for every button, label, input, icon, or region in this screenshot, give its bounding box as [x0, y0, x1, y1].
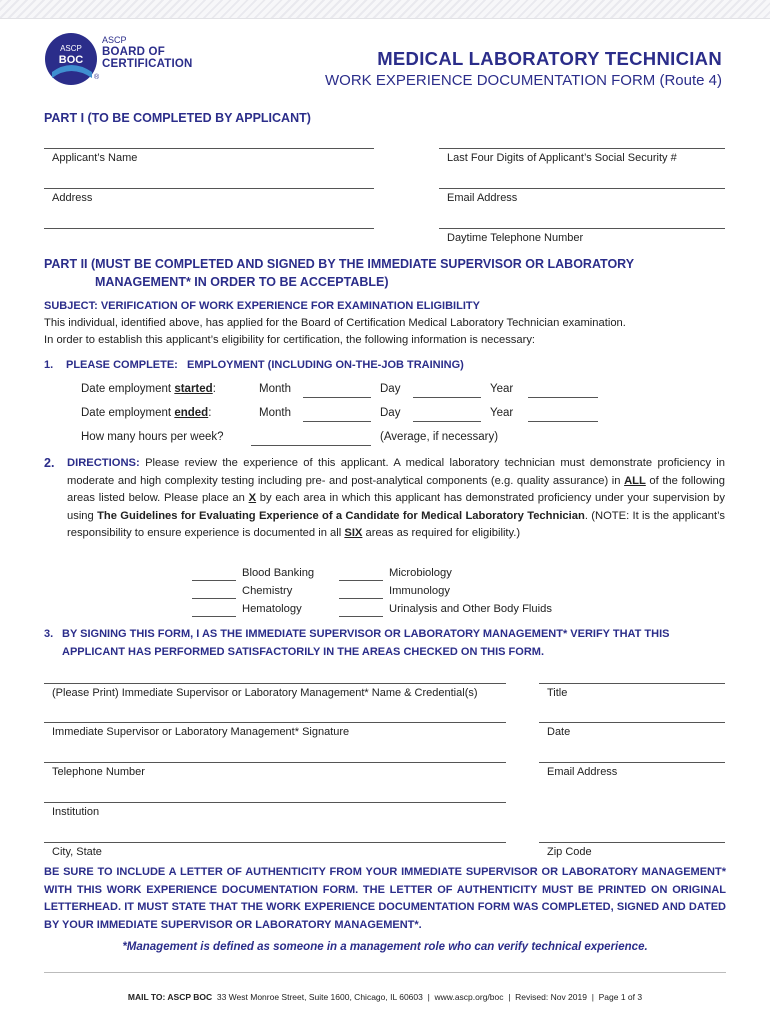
city-state-label: City, State [52, 846, 102, 858]
ended-day-field[interactable] [413, 421, 481, 422]
item3-line2: APPLICANT HAS PERFORMED SATISFACTORILY IN THE AREAS CHECKED ON THIS FORM. [62, 646, 544, 658]
hours-label: How many hours per week? [81, 431, 224, 443]
started-year-field[interactable] [528, 397, 598, 398]
logo-boc-text: BOC [58, 54, 84, 66]
area-hematology: Hematology [242, 603, 302, 615]
supervisor-title-label: Title [547, 687, 568, 699]
directions-label: DIRECTIONS: [67, 457, 140, 469]
supervisor-signature-label: Immediate Supervisor or Laboratory Management* Signature [52, 726, 350, 738]
area-blood-banking: Blood Banking [242, 567, 315, 579]
directions-guidelines: The Guidelines for Evaluating Experience of a Candidate for Medical Laboratory Technician [97, 509, 585, 522]
directions-text-4: . (NOTE: It is the applicant’s responsibility to ensure experience is documented in all [67, 509, 725, 540]
item1-heading: PLEASE COMPLETE: EMPLOYMENT (INCLUDING ON-THE-JOB TRAINING) [66, 359, 464, 371]
logo-wordmark-board: BOARD OF [102, 46, 165, 58]
directions-text-1: Please review the experience of this applicant. A medical laboratory technician must demonstrate proficiency in moderate and high complexity testing including pre- and post-analytical components (e.g. quality assurance) in [67, 457, 725, 487]
directions-text-5: areas as required for eligibility.) [362, 527, 521, 540]
started-month-field[interactable] [303, 397, 371, 398]
supervisor-title-line[interactable] [539, 683, 725, 684]
supervisor-email-label: Email Address [547, 766, 618, 778]
area-urinalysis: Urinalysis and Other Body Fluids [389, 603, 552, 615]
supervisor-phone-line[interactable] [44, 762, 506, 763]
started-label-prefix: Date employment [81, 383, 175, 395]
logo-seal-icon [44, 32, 98, 86]
address-line-2[interactable] [44, 228, 374, 229]
institution-label: Institution [52, 806, 100, 818]
directions-x: X [248, 492, 257, 505]
supervisor-phone-label: Telephone Number [52, 766, 145, 778]
ended-day-label: Day [380, 407, 401, 419]
logo-wordmark [102, 36, 193, 70]
footer [0, 992, 770, 1002]
started-colon: : [212, 383, 216, 395]
ended-label-prefix: Date employment [81, 407, 175, 419]
email-label: Email Address [447, 192, 518, 204]
immunology-checkbox-line[interactable] [339, 598, 383, 599]
started-word: started [174, 383, 213, 395]
area-chemistry: Chemistry [242, 585, 293, 597]
directions-text-3: by each area in which this applicant has demonstrated proficiency under your supervision by using [67, 492, 725, 522]
intro-line1: This individual, identified above, has applied for the Board of Certification Medical Laboratory Technician examination. [44, 317, 626, 329]
directions-all: ALL [624, 474, 646, 487]
logo-wordmark-ascp: ASCP [102, 35, 127, 45]
ended-year-label: Year [490, 407, 514, 419]
ended-month-label: Month [259, 407, 291, 419]
top-toolbar-strip [0, 0, 770, 19]
supervisor-signature-line[interactable] [44, 722, 506, 723]
intro-line2: In order to establish this applicant’s eligibility for certification, the following information is necessary: [44, 334, 536, 346]
logo-ascp-text: ASCP [60, 44, 82, 53]
ended-colon: : [208, 407, 212, 419]
logo-wordmark-cert: CERTIFICATION [102, 57, 193, 70]
started-year-label: Year [490, 383, 514, 395]
item2-number: 2. [44, 456, 55, 470]
ended-month-field[interactable] [303, 421, 371, 422]
supervisor-date-label: Date [547, 726, 571, 738]
form-subtitle: WORK EXPERIENCE DOCUMENTATION FORM (Route 4) [325, 72, 722, 89]
address-line[interactable] [44, 188, 374, 189]
zip-label: Zip Code [547, 846, 592, 858]
directions-text-2: of the following areas listed below. Please place an [67, 474, 725, 505]
part2-heading-line1: PART II (MUST BE COMPLETED AND SIGNED BY THE IMMEDIATE SUPERVISOR OR LABORATORY [44, 257, 635, 271]
started-day-field[interactable] [413, 397, 481, 398]
chemistry-checkbox-line[interactable] [192, 598, 236, 599]
form-title: MEDICAL LABORATORY TECHNICIAN [377, 48, 722, 69]
phone-line[interactable] [439, 228, 725, 229]
footer-address: 33 West Monroe Street, Suite 1600, Chicago, IL 60603 | www.ascp.org/boc | Revised: Nov 2019 | Page 1 of 3 [212, 992, 643, 1002]
part2-heading-line2: MANAGEMENT* IN ORDER TO BE ACCEPTABLE) [95, 275, 389, 289]
address-label: Address [52, 192, 93, 204]
ended-year-field[interactable] [528, 421, 598, 422]
letter-of-authenticity-notice: BE SURE TO INCLUDE A LETTER OF AUTHENTICITY FROM YOUR IMMEDIATE SUPERVISOR OR LABORATORY MANAGEMENT* WITH THIS WORK EXPERIENCE DOCUMENTATION FORM. THE LETTER OF AUTHENTICITY MUST BE PRINTED ON ORIGINAL LETTERHEAD. IT MUST STATE THAT THE WORK EXPERIENCE DOCUMENTATION FORM WAS COMPLETED, SIGNED AND DATED BY YOUR IMMEDIATE SUPERVISOR OR LABORATORY MANAGEMENT*. [44, 866, 726, 931]
ascp-boc-logo [44, 32, 204, 86]
management-definition: *Management is defined as someone in a management role who can verify technical experience. [122, 941, 648, 953]
employment-started-row [81, 383, 216, 395]
item3-line1: BY SIGNING THIS FORM, I AS THE IMMEDIATE SUPERVISOR OR LABORATORY MANAGEMENT* VERIFY THAT THIS [62, 628, 670, 640]
blood-banking-checkbox-line[interactable] [192, 580, 236, 581]
microbiology-checkbox-line[interactable] [339, 580, 383, 581]
zip-line[interactable] [539, 842, 725, 843]
part1-heading: PART I (TO BE COMPLETED BY APPLICANT) [44, 111, 311, 125]
ssn-line[interactable] [439, 148, 725, 149]
item1-number: 1. [44, 359, 54, 371]
started-month-label: Month [259, 383, 291, 395]
supervisor-date-line[interactable] [539, 722, 725, 723]
hours-field[interactable] [251, 445, 371, 446]
applicant-name-line[interactable] [44, 148, 374, 149]
subject-line: SUBJECT: VERIFICATION OF WORK EXPERIENCE FOR EXAMINATION ELIGIBILITY [44, 300, 480, 312]
started-day-label: Day [380, 383, 401, 395]
hematology-checkbox-line[interactable] [192, 616, 236, 617]
employment-ended-row [81, 407, 211, 419]
urinalysis-checkbox-line[interactable] [339, 616, 383, 617]
email-line[interactable] [439, 188, 725, 189]
phone-label: Daytime Telephone Number [447, 232, 584, 244]
supervisor-name-line[interactable] [44, 683, 506, 684]
ssn-label: Last Four Digits of Applicant’s Social Security # [447, 152, 677, 164]
footer-divider [44, 972, 726, 973]
ended-word: ended [174, 407, 209, 419]
supervisor-name-label: (Please Print) Immediate Supervisor or Laboratory Management* Name & Credential(s) [52, 687, 478, 699]
footer-mail-to: MAIL TO: ASCP BOC [127, 992, 213, 1002]
directions-six: SIX [344, 527, 363, 540]
institution-line[interactable] [44, 802, 506, 803]
area-microbiology: Microbiology [389, 567, 452, 579]
applicant-name-label: Applicant’s Name [52, 152, 138, 164]
directions-paragraph [67, 455, 725, 543]
item3-number: 3. [44, 628, 54, 640]
city-state-line[interactable] [44, 842, 506, 843]
supervisor-email-line[interactable] [539, 762, 725, 763]
area-immunology: Immunology [389, 585, 450, 597]
registered-mark: ® [94, 74, 100, 81]
hours-average-note: (Average, if necessary) [380, 431, 499, 443]
